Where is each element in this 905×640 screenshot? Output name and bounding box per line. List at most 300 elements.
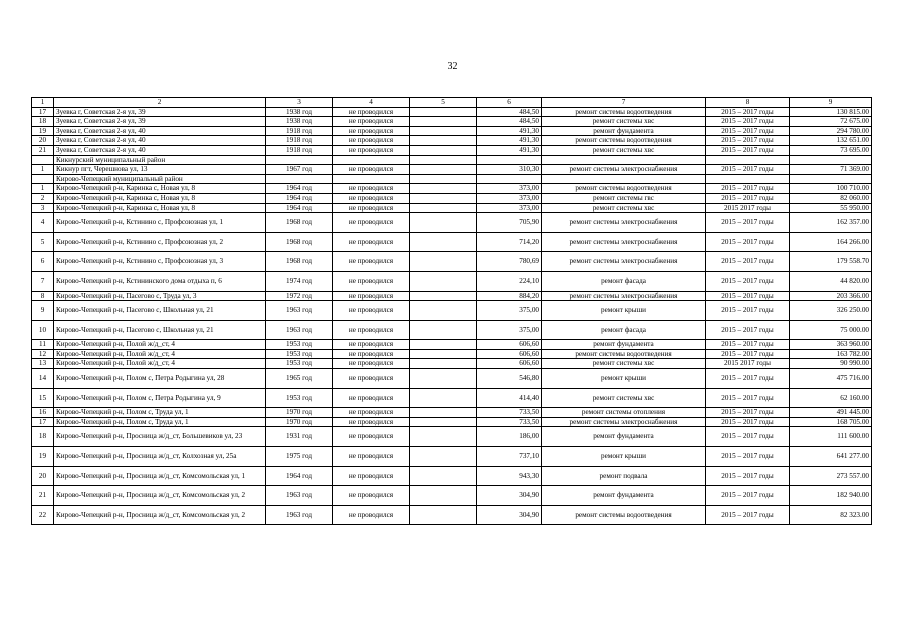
column-5-cell [410, 165, 477, 175]
table-row [32, 427, 872, 447]
table-row [32, 117, 872, 127]
last-repair-cell: не проводился [333, 232, 410, 252]
year-built-cell: 1918 год [266, 145, 333, 155]
table-row [32, 359, 872, 369]
address-cell: Кирово-Чепецкий р-н, Просница ж/д_ст, Комсомольская ул, 2 [54, 486, 266, 506]
cost-cell: 82 060.00 [790, 193, 872, 203]
period-cell: 2015 – 2017 годы [706, 136, 790, 146]
year-built-cell: 1968 год [266, 213, 333, 233]
area-cell [477, 155, 542, 165]
address-cell: Кирово-Чепецкий р-н, Полой ж/д_ст, 4 [54, 340, 266, 350]
column-5-cell [410, 174, 477, 184]
work-type-cell: ремонт фасада [542, 271, 706, 291]
column-5-cell [410, 203, 477, 213]
last-repair-cell: не проводился [333, 388, 410, 408]
period-cell: 2015 – 2017 годы [706, 505, 790, 525]
cost-cell: 75 000.00 [790, 320, 872, 340]
area-cell: 304,90 [477, 505, 542, 525]
column-5-cell [410, 291, 477, 301]
work-type-cell: ремонт системы отопления [542, 408, 706, 418]
year-built-cell: 1953 год [266, 359, 333, 369]
column-5-cell [410, 447, 477, 467]
year-built-cell: 1975 год [266, 447, 333, 467]
row-number-cell: 19 [32, 126, 54, 136]
last-repair-cell: не проводился [333, 505, 410, 525]
work-type-cell: ремонт системы хвс [542, 359, 706, 369]
last-repair-cell: не проводился [333, 340, 410, 350]
year-built-cell: 1964 год [266, 466, 333, 486]
column-5-cell [410, 505, 477, 525]
period-cell: 2015 – 2017 годы [706, 145, 790, 155]
area-cell: 491,30 [477, 145, 542, 155]
area-cell: 414,40 [477, 388, 542, 408]
address-cell: Кирово-Чепецкий р-н, Кстинино с, Профсоюзная ул, 3 [54, 252, 266, 272]
last-repair-cell: не проводился [333, 349, 410, 359]
cost-cell [790, 174, 872, 184]
column-5-cell [410, 466, 477, 486]
row-number-cell: 10 [32, 320, 54, 340]
row-number-cell: 21 [32, 486, 54, 506]
work-type-cell: ремонт системы хвс [542, 117, 706, 127]
column-5-cell [410, 349, 477, 359]
address-cell: Кирово-Чепецкий муниципальный район [54, 174, 266, 184]
area-cell: 606,60 [477, 349, 542, 359]
row-number-cell: 15 [32, 388, 54, 408]
column-5-cell [410, 320, 477, 340]
row-number-cell [32, 155, 54, 165]
address-cell: Кирово-Чепецкий р-н, Полом с, Петра Родыгина ул, 28 [54, 369, 266, 389]
year-built-cell: 1938 год [266, 117, 333, 127]
period-cell: 2015 – 2017 годы [706, 301, 790, 321]
table-row [32, 271, 872, 291]
last-repair-cell: не проводился [333, 213, 410, 233]
row-number-cell: 2 [32, 193, 54, 203]
address-cell: Кирово-Чепецкий р-н, Полой ж/д_ст, 4 [54, 359, 266, 369]
period-cell: 2015 – 2017 годы [706, 252, 790, 272]
table-row [32, 136, 872, 146]
column-5-cell [410, 359, 477, 369]
year-built-cell: 1964 год [266, 203, 333, 213]
column-5-cell [410, 301, 477, 321]
cost-cell: 73 695.00 [790, 145, 872, 155]
year-built-cell: 1968 год [266, 232, 333, 252]
address-cell: Кирово-Чепецкий р-н, Полом с, Труда ул, 1 [54, 408, 266, 418]
table-row [32, 408, 872, 418]
column-5-cell [410, 145, 477, 155]
table-row [32, 349, 872, 359]
period-cell: 2015 – 2017 годы [706, 447, 790, 467]
address-cell: Кирово-Чепецкий р-н, Пасегово с, Труда ул, 3 [54, 291, 266, 301]
table-row [32, 203, 872, 213]
period-cell: 2015 – 2017 годы [706, 271, 790, 291]
last-repair-cell: не проводился [333, 165, 410, 175]
cost-cell: 162 357.00 [790, 213, 872, 233]
cost-cell: 111 600.00 [790, 427, 872, 447]
work-type-cell: ремонт системы электроснабжения [542, 165, 706, 175]
year-built-cell: 1963 год [266, 486, 333, 506]
column-5-cell [410, 369, 477, 389]
work-type-cell: ремонт системы хвс [542, 203, 706, 213]
area-cell: 224,10 [477, 271, 542, 291]
period-cell: 2015 – 2017 годы [706, 486, 790, 506]
area-cell: 705,90 [477, 213, 542, 233]
cost-cell: 363 960.00 [790, 340, 872, 350]
area-cell: 484,50 [477, 117, 542, 127]
area-cell: 491,30 [477, 136, 542, 146]
last-repair-cell: не проводился [333, 252, 410, 272]
address-cell: Кирово-Чепецкий р-н, Просница ж/д_ст, Колхозная ул, 25а [54, 447, 266, 467]
address-cell: Кирово-Чепецкий р-н, Кстинино с, Профсоюзная ул, 1 [54, 213, 266, 233]
row-number-cell: 18 [32, 427, 54, 447]
period-cell: 2015 – 2017 годы [706, 427, 790, 447]
row-number-cell: 20 [32, 466, 54, 486]
row-number-cell: 17 [32, 417, 54, 427]
row-number-cell: 5 [32, 232, 54, 252]
cost-cell: 55 950.00 [790, 203, 872, 213]
year-built-cell: 1963 год [266, 505, 333, 525]
table-row [32, 126, 872, 136]
year-built-cell: 1963 год [266, 301, 333, 321]
table-row [32, 213, 872, 233]
area-cell: 373,00 [477, 193, 542, 203]
last-repair-cell: не проводился [333, 184, 410, 194]
column-header: 8 [706, 98, 790, 108]
address-cell: Кирово-Чепецкий р-н, Каринка с, Новая ул, 8 [54, 203, 266, 213]
column-5-cell [410, 252, 477, 272]
area-cell: 780,69 [477, 252, 542, 272]
year-built-cell: 1965 год [266, 369, 333, 389]
year-built-cell: 1967 год [266, 165, 333, 175]
column-header: 6 [477, 98, 542, 108]
cost-cell: 179 558.70 [790, 252, 872, 272]
column-header: 7 [542, 98, 706, 108]
column-5-cell [410, 213, 477, 233]
period-cell: 2015 – 2017 годы [706, 232, 790, 252]
year-built-cell: 1918 год [266, 136, 333, 146]
row-number-cell: 1 [32, 184, 54, 194]
area-cell: 304,90 [477, 486, 542, 506]
area-cell: 373,00 [477, 184, 542, 194]
table-row [32, 340, 872, 350]
column-5-cell [410, 232, 477, 252]
work-type-cell: ремонт системы электроснабжения [542, 213, 706, 233]
last-repair-cell [333, 155, 410, 165]
area-cell: 733,50 [477, 408, 542, 418]
address-cell: Кирово-Чепецкий р-н, Просница ж/д_ст, Комсомольская ул, 2 [54, 505, 266, 525]
last-repair-cell: не проводился [333, 466, 410, 486]
last-repair-cell: не проводился [333, 320, 410, 340]
address-cell: Кирово-Чепецкий р-н, Просница ж/д_ст, Комсомольская ул, 1 [54, 466, 266, 486]
last-repair-cell: не проводился [333, 486, 410, 506]
area-cell: 546,80 [477, 369, 542, 389]
address-cell: Кикнурский муниципальный район [54, 155, 266, 165]
cost-cell: 72 675.00 [790, 117, 872, 127]
year-built-cell: 1938 год [266, 107, 333, 117]
period-cell: 2015 – 2017 годы [706, 349, 790, 359]
year-built-cell: 1968 год [266, 252, 333, 272]
column-header: 9 [790, 98, 872, 108]
period-cell: 2015 – 2017 годы [706, 291, 790, 301]
work-type-cell: ремонт системы водоотведения [542, 505, 706, 525]
last-repair-cell: не проводился [333, 301, 410, 321]
period-cell: 2015 – 2017 годы [706, 340, 790, 350]
row-number-cell: 18 [32, 117, 54, 127]
area-cell: 491,30 [477, 126, 542, 136]
year-built-cell: 1953 год [266, 349, 333, 359]
address-cell: Кирово-Чепецкий р-н, Полом с, Петра Родыгина ул, 9 [54, 388, 266, 408]
year-built-cell: 1974 год [266, 271, 333, 291]
cost-cell: 203 366.00 [790, 291, 872, 301]
work-type-cell: ремонт фундамента [542, 427, 706, 447]
year-built-cell: 1953 год [266, 340, 333, 350]
last-repair-cell: не проводился [333, 193, 410, 203]
last-repair-cell: не проводился [333, 126, 410, 136]
column-5-cell [410, 136, 477, 146]
cost-cell: 163 782.00 [790, 349, 872, 359]
table-row [32, 486, 872, 506]
cost-cell: 326 250.00 [790, 301, 872, 321]
work-type-cell: ремонт системы хвс [542, 145, 706, 155]
last-repair-cell: не проводился [333, 447, 410, 467]
cost-cell: 641 277.00 [790, 447, 872, 467]
area-cell: 375,00 [477, 301, 542, 321]
cost-cell: 182 940.00 [790, 486, 872, 506]
table-row [32, 447, 872, 467]
year-built-cell [266, 174, 333, 184]
column-header: 5 [410, 98, 477, 108]
area-cell: 714,20 [477, 232, 542, 252]
table-row [32, 193, 872, 203]
area-cell: 733,50 [477, 417, 542, 427]
last-repair-cell: не проводился [333, 417, 410, 427]
cost-cell: 82 323.00 [790, 505, 872, 525]
period-cell: 2015 – 2017 годы [706, 184, 790, 194]
area-cell: 943,30 [477, 466, 542, 486]
period-cell: 2015 – 2017 годы [706, 417, 790, 427]
area-cell: 373,00 [477, 203, 542, 213]
table-row [32, 505, 872, 525]
year-built-cell: 1972 год [266, 291, 333, 301]
row-number-cell: 21 [32, 145, 54, 155]
table-row [32, 232, 872, 252]
year-built-cell: 1970 год [266, 408, 333, 418]
column-5-cell [410, 126, 477, 136]
table-row [32, 301, 872, 321]
cost-cell: 62 160.00 [790, 388, 872, 408]
row-number-cell: 22 [32, 505, 54, 525]
cost-cell: 491 445.00 [790, 408, 872, 418]
work-type-cell: ремонт системы хвс [542, 388, 706, 408]
column-5-cell [410, 193, 477, 203]
work-type-cell: ремонт крыши [542, 447, 706, 467]
area-cell: 737,10 [477, 447, 542, 467]
year-built-cell: 1931 год [266, 427, 333, 447]
row-number-cell: 20 [32, 136, 54, 146]
last-repair-cell: не проводился [333, 136, 410, 146]
work-type-cell: ремонт фундамента [542, 340, 706, 350]
table-row [32, 320, 872, 340]
work-type-cell: ремонт фундамента [542, 486, 706, 506]
last-repair-cell: не проводился [333, 145, 410, 155]
last-repair-cell: не проводился [333, 369, 410, 389]
address-cell: Кирово-Чепецкий р-н, Каринка с, Новая ул, 8 [54, 193, 266, 203]
work-type-cell: ремонт системы электроснабжения [542, 232, 706, 252]
last-repair-cell: не проводился [333, 107, 410, 117]
work-type-cell: ремонт системы электроснабжения [542, 291, 706, 301]
address-cell: Кирово-Чепецкий р-н, Полой ж/д_ст, 4 [54, 349, 266, 359]
area-cell: 186,00 [477, 427, 542, 447]
period-cell: 2015 – 2017 годы [706, 107, 790, 117]
table-row [32, 388, 872, 408]
address-cell: Зуевка г, Советская 2-я ул, 40 [54, 136, 266, 146]
work-type-cell: ремонт системы водоотведения [542, 184, 706, 194]
row-number-cell: 7 [32, 271, 54, 291]
column-header: 2 [54, 98, 266, 108]
header-row [32, 98, 872, 108]
table-row [32, 369, 872, 389]
table-row [32, 417, 872, 427]
work-type-cell [542, 155, 706, 165]
row-number-cell: 1 [32, 165, 54, 175]
cost-cell: 71 369.00 [790, 165, 872, 175]
column-5-cell [410, 271, 477, 291]
page-number: 32 [447, 61, 458, 72]
period-cell: 2015 – 2017 годы [706, 193, 790, 203]
work-type-cell: ремонт крыши [542, 301, 706, 321]
period-cell: 2015 – 2017 годы [706, 466, 790, 486]
table-row [32, 184, 872, 194]
work-type-cell: ремонт системы водоотведения [542, 136, 706, 146]
column-5-cell [410, 486, 477, 506]
area-cell: 484,50 [477, 107, 542, 117]
year-built-cell: 1963 год [266, 320, 333, 340]
work-type-cell: ремонт системы электроснабжения [542, 417, 706, 427]
work-type-cell: ремонт крыши [542, 369, 706, 389]
address-cell: Кирово-Чепецкий р-н, Пасегово с, Школьная ул, 21 [54, 301, 266, 321]
repair-schedule-table [31, 97, 872, 525]
year-built-cell: 1964 год [266, 184, 333, 194]
work-type-cell: ремонт системы гвс [542, 193, 706, 203]
work-type-cell: ремонт фасада [542, 320, 706, 340]
year-built-cell: 1953 год [266, 388, 333, 408]
period-cell: 2015 – 2017 годы [706, 320, 790, 340]
row-number-cell: 17 [32, 107, 54, 117]
area-cell: 606,60 [477, 340, 542, 350]
address-cell: Зуевка г, Советская 2-я ул, 40 [54, 145, 266, 155]
period-cell: 2015 – 2017 годы [706, 213, 790, 233]
cost-cell: 90 990.00 [790, 359, 872, 369]
row-number-cell: 6 [32, 252, 54, 272]
area-cell: 884,20 [477, 291, 542, 301]
area-cell: 606,60 [477, 359, 542, 369]
cost-cell: 44 820.00 [790, 271, 872, 291]
cost-cell: 132 651.00 [790, 136, 872, 146]
column-5-cell [410, 155, 477, 165]
row-number-cell [32, 174, 54, 184]
work-type-cell: ремонт системы электроснабжения [542, 252, 706, 272]
section-row [32, 155, 872, 165]
column-5-cell [410, 417, 477, 427]
work-type-cell [542, 174, 706, 184]
area-cell [477, 174, 542, 184]
last-repair-cell: не проводился [333, 427, 410, 447]
table-row [32, 165, 872, 175]
address-cell: Кирово-Чепецкий р-н, Кстининского дома отдыха п, 6 [54, 271, 266, 291]
address-cell: Кирово-Чепецкий р-н, Каринка с, Новая ул, 8 [54, 184, 266, 194]
row-number-cell: 4 [32, 213, 54, 233]
column-5-cell [410, 388, 477, 408]
row-number-cell: 9 [32, 301, 54, 321]
period-cell: 2015 – 2017 годы [706, 388, 790, 408]
period-cell [706, 155, 790, 165]
address-cell: Кикнур пгт, Черешнова ул, 13 [54, 165, 266, 175]
cost-cell [790, 155, 872, 165]
column-5-cell [410, 184, 477, 194]
area-cell: 375,00 [477, 320, 542, 340]
column-5-cell [410, 408, 477, 418]
cost-cell: 294 780.00 [790, 126, 872, 136]
last-repair-cell: не проводился [333, 408, 410, 418]
cost-cell: 273 557.00 [790, 466, 872, 486]
address-cell: Зуевка г, Советская 2-я ул, 39 [54, 107, 266, 117]
address-cell: Кирово-Чепецкий р-н, Просница ж/д_ст, Большевиков ул, 23 [54, 427, 266, 447]
period-cell: 2015 – 2017 годы [706, 369, 790, 389]
work-type-cell: ремонт системы водоотведения [542, 107, 706, 117]
work-type-cell: ремонт фундамента [542, 126, 706, 136]
year-built-cell: 1918 год [266, 126, 333, 136]
period-cell: 2015 – 2017 годы [706, 165, 790, 175]
year-built-cell [266, 155, 333, 165]
work-type-cell: ремонт системы водоотведения [542, 349, 706, 359]
column-header: 1 [32, 98, 54, 108]
cost-cell: 100 710.00 [790, 184, 872, 194]
table-row [32, 252, 872, 272]
row-number-cell: 11 [32, 340, 54, 350]
cost-cell: 168 705.00 [790, 417, 872, 427]
address-cell: Кирово-Чепецкий р-н, Кстинино с, Профсоюзная ул, 2 [54, 232, 266, 252]
column-5-cell [410, 427, 477, 447]
address-cell: Кирово-Чепецкий р-н, Полом с, Труда ул, 1 [54, 417, 266, 427]
last-repair-cell: не проводился [333, 117, 410, 127]
cost-cell: 475 716.00 [790, 369, 872, 389]
cost-cell: 164 266.00 [790, 232, 872, 252]
cost-cell: 130 815.00 [790, 107, 872, 117]
year-built-cell: 1964 год [266, 193, 333, 203]
last-repair-cell: не проводился [333, 203, 410, 213]
section-row [32, 174, 872, 184]
row-number-cell: 13 [32, 359, 54, 369]
column-5-cell [410, 340, 477, 350]
column-5-cell [410, 117, 477, 127]
table-row [32, 145, 872, 155]
period-cell: 2015 2017 годы [706, 203, 790, 213]
last-repair-cell: не проводился [333, 291, 410, 301]
table-row [32, 107, 872, 117]
last-repair-cell: не проводился [333, 359, 410, 369]
table-row [32, 466, 872, 486]
column-header: 3 [266, 98, 333, 108]
row-number-cell: 19 [32, 447, 54, 467]
row-number-cell: 8 [32, 291, 54, 301]
row-number-cell: 12 [32, 349, 54, 359]
last-repair-cell [333, 174, 410, 184]
year-built-cell: 1970 год [266, 417, 333, 427]
period-cell: 2015 – 2017 годы [706, 117, 790, 127]
address-cell: Зуевка г, Советская 2-я ул, 40 [54, 126, 266, 136]
work-type-cell: ремонт подвала [542, 466, 706, 486]
area-cell: 310,30 [477, 165, 542, 175]
row-number-cell: 3 [32, 203, 54, 213]
